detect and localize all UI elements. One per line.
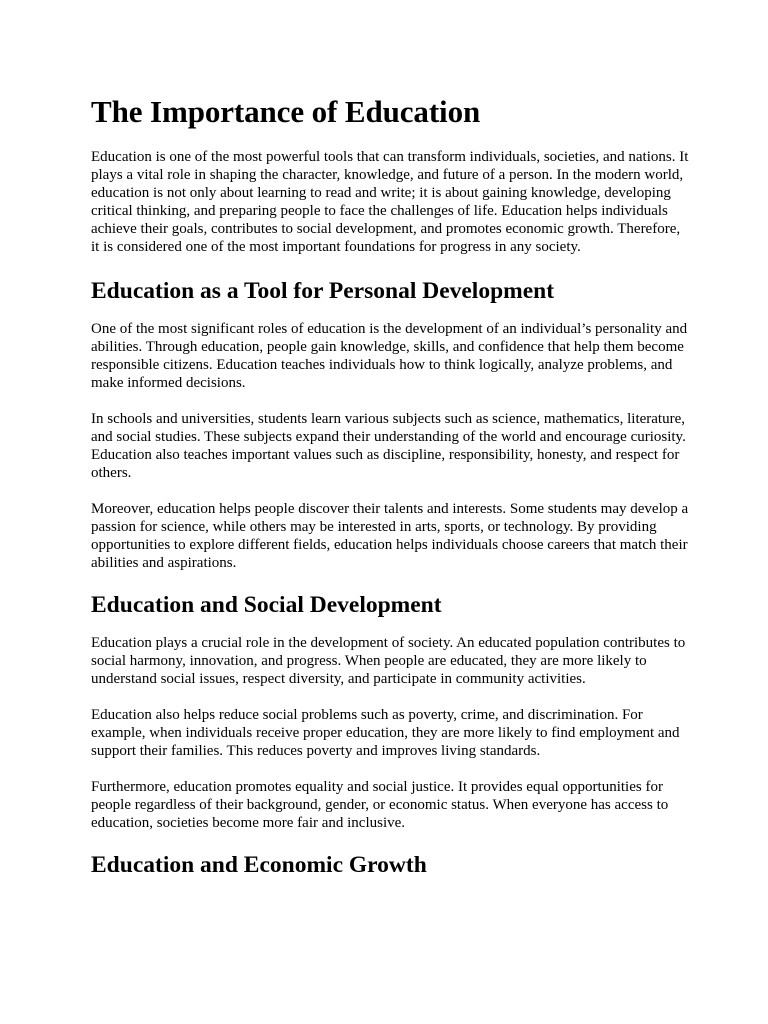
section-heading-social-development: Education and Social Development bbox=[91, 592, 442, 618]
paragraph: One of the most significant roles of education is the development of an individual’s personality and abilities. Through education, people gain knowledge, skills, and confidence that help them become responsible citizens. Education teaches individuals how to think logically, analyze problems, and make informed decisions. bbox=[91, 321, 688, 391]
paragraph: Education plays a crucial role in the development of society. An educated population contributes to social harmony, innovation, and progress. When people are educated, they are more likely to understand social issues, respect diversity, and participate in community activities. bbox=[91, 635, 686, 687]
section-heading-economic-growth: Education and Economic Growth bbox=[91, 852, 427, 878]
section-heading-personal-development: Education as a Tool for Personal Development bbox=[91, 278, 555, 304]
document-body bbox=[91, 92, 691, 894]
paragraph: Furthermore, education promotes equality and social justice. It provides equal opportunities for people regardless of their background, gender, or economic status. When everyone has access to education, societies become more fair and inclusive. bbox=[91, 779, 669, 831]
paragraph: Education also helps reduce social problems such as poverty, crime, and discrimination. For example, when individuals receive proper education, they are more likely to find employment and support their families. This reduces poverty and improves living standards. bbox=[91, 707, 680, 759]
page-title: The Importance of Education bbox=[91, 94, 481, 129]
paragraph: In schools and universities, students learn various subjects such as science, mathematics, literature, and social studies. These subjects expand their understanding of the world and encourage curiosity. Education also teaches important values such as discipline, responsibility, honesty, and respect for others. bbox=[91, 411, 686, 481]
intro-paragraph: Education is one of the most powerful tools that can transform individuals, societies, and nations. It plays a vital role in shaping the character, knowledge, and future of a person. In the modern world, education is not only about learning to read and write; it is about gaining knowledge, developing critical thinking, and preparing people to face the challenges of life. Education helps individuals achieve their goals, contributes to social development, and promotes economic growth. Therefore, it is considered one of the most important foundations for progress in any society. bbox=[91, 149, 689, 255]
paragraph: Moreover, education helps people discover their talents and interests. Some students may develop a passion for science, while others may be interested in arts, sports, or technology. By providing opportunities to explore different fields, education helps individuals choose careers that match their abilities and aspirations. bbox=[91, 501, 689, 571]
